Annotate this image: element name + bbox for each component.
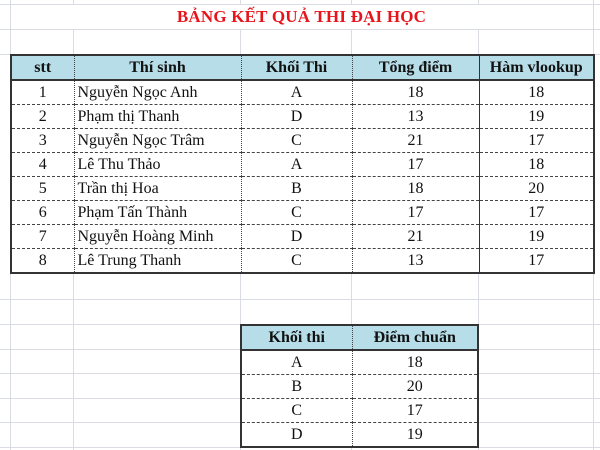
cell-total-score[interactable]: 17	[352, 153, 479, 177]
table-row	[11, 153, 594, 177]
table-row	[11, 249, 594, 274]
exam-results-table	[10, 54, 595, 274]
cell-exam-block[interactable]: C	[241, 249, 352, 274]
cell-candidate[interactable]: Lê Trung Thanh	[74, 249, 241, 274]
cell-vlookup[interactable]: 18	[479, 153, 594, 177]
cell-stt[interactable]: 6	[11, 201, 74, 225]
cell-total-score[interactable]: 13	[352, 249, 479, 274]
sheet-title[interactable]: BẢNG KẾT QUẢ THI ĐẠI HỌC	[176, 6, 427, 26]
cell-stt[interactable]: 4	[11, 153, 74, 177]
header-stt[interactable]: stt	[11, 55, 74, 80]
cell-vlookup[interactable]: 18	[479, 80, 594, 105]
cell-exam-block[interactable]: B	[241, 177, 352, 201]
table-row	[241, 423, 478, 448]
cell-stt[interactable]: 3	[11, 129, 74, 153]
table-header-row	[11, 55, 594, 80]
cell-candidate[interactable]: Lê Thu Thảo	[74, 153, 241, 177]
cell-candidate[interactable]: Phạm thị Thanh	[74, 105, 241, 129]
table-row	[11, 201, 594, 225]
cell-candidate[interactable]: Phạm Tấn Thành	[74, 201, 241, 225]
cell-stt[interactable]: 7	[11, 225, 74, 249]
table-row	[11, 80, 594, 105]
cell-cutoff-score[interactable]: 18	[352, 350, 478, 375]
cell-total-score[interactable]: 13	[352, 105, 479, 129]
cell-exam-block[interactable]: C	[241, 399, 352, 423]
cell-vlookup[interactable]: 19	[479, 105, 594, 129]
cell-total-score[interactable]: 17	[352, 201, 479, 225]
table-row	[11, 177, 594, 201]
cell-candidate[interactable]: Nguyễn Ngọc Trâm	[74, 129, 241, 153]
cell-cutoff-score[interactable]: 17	[352, 399, 478, 423]
cell-cutoff-score[interactable]: 19	[406, 425, 423, 443]
cell-total-score[interactable]: 18	[352, 177, 479, 201]
table-header-row	[241, 325, 478, 350]
table-row	[241, 399, 478, 423]
header-exam-block[interactable]: Khối Thi	[241, 55, 352, 80]
cell-exam-block[interactable]: C	[241, 201, 352, 225]
cell-exam-block[interactable]: B	[241, 375, 352, 399]
table-row	[11, 129, 594, 153]
cell-exam-block[interactable]: D	[241, 423, 352, 448]
cell-vlookup[interactable]: 20	[479, 177, 594, 201]
cell-candidate[interactable]: Nguyễn Hoàng Minh	[74, 225, 241, 249]
cell-vlookup[interactable]: 19	[479, 225, 594, 249]
cell-exam-block[interactable]: D	[241, 105, 352, 129]
cell-vlookup[interactable]: 17	[479, 129, 594, 153]
table-row	[241, 375, 478, 399]
cell-exam-block[interactable]: A	[241, 350, 352, 375]
header-total-score[interactable]: Tổng điểm	[352, 55, 479, 80]
cell-cutoff-score[interactable]: 20	[352, 375, 478, 399]
cell-stt[interactable]: 2	[11, 105, 74, 129]
cell-exam-block[interactable]: D	[241, 225, 352, 249]
cell-candidate[interactable]: Nguyễn Ngọc Anh	[74, 80, 241, 105]
cell-exam-block[interactable]: A	[241, 80, 352, 105]
header-vlookup[interactable]: Hàm vlookup	[479, 55, 594, 80]
header-exam-block[interactable]: Khối thi	[241, 325, 352, 350]
cell-total-score[interactable]: 21	[352, 129, 479, 153]
header-cutoff-score[interactable]: Điểm chuẩn	[352, 325, 478, 350]
header-candidate[interactable]: Thí sinh	[74, 55, 241, 80]
cell-total-score[interactable]: 21	[352, 225, 479, 249]
table-row	[11, 225, 594, 249]
cutoff-score-table	[240, 324, 479, 448]
cell-stt[interactable]: 5	[11, 177, 74, 201]
cell-exam-block[interactable]: C	[241, 129, 352, 153]
cell-vlookup[interactable]: 17	[479, 249, 594, 274]
cell-total-score[interactable]: 18	[352, 80, 479, 105]
cell-exam-block[interactable]: A	[241, 153, 352, 177]
cell-stt[interactable]: 1	[11, 80, 74, 105]
table-row	[241, 350, 478, 375]
cell-vlookup[interactable]: 17	[479, 201, 594, 225]
cell-stt[interactable]: 8	[11, 249, 74, 274]
cell-candidate[interactable]: Trần thị Hoa	[74, 177, 241, 201]
table-row	[11, 105, 594, 129]
